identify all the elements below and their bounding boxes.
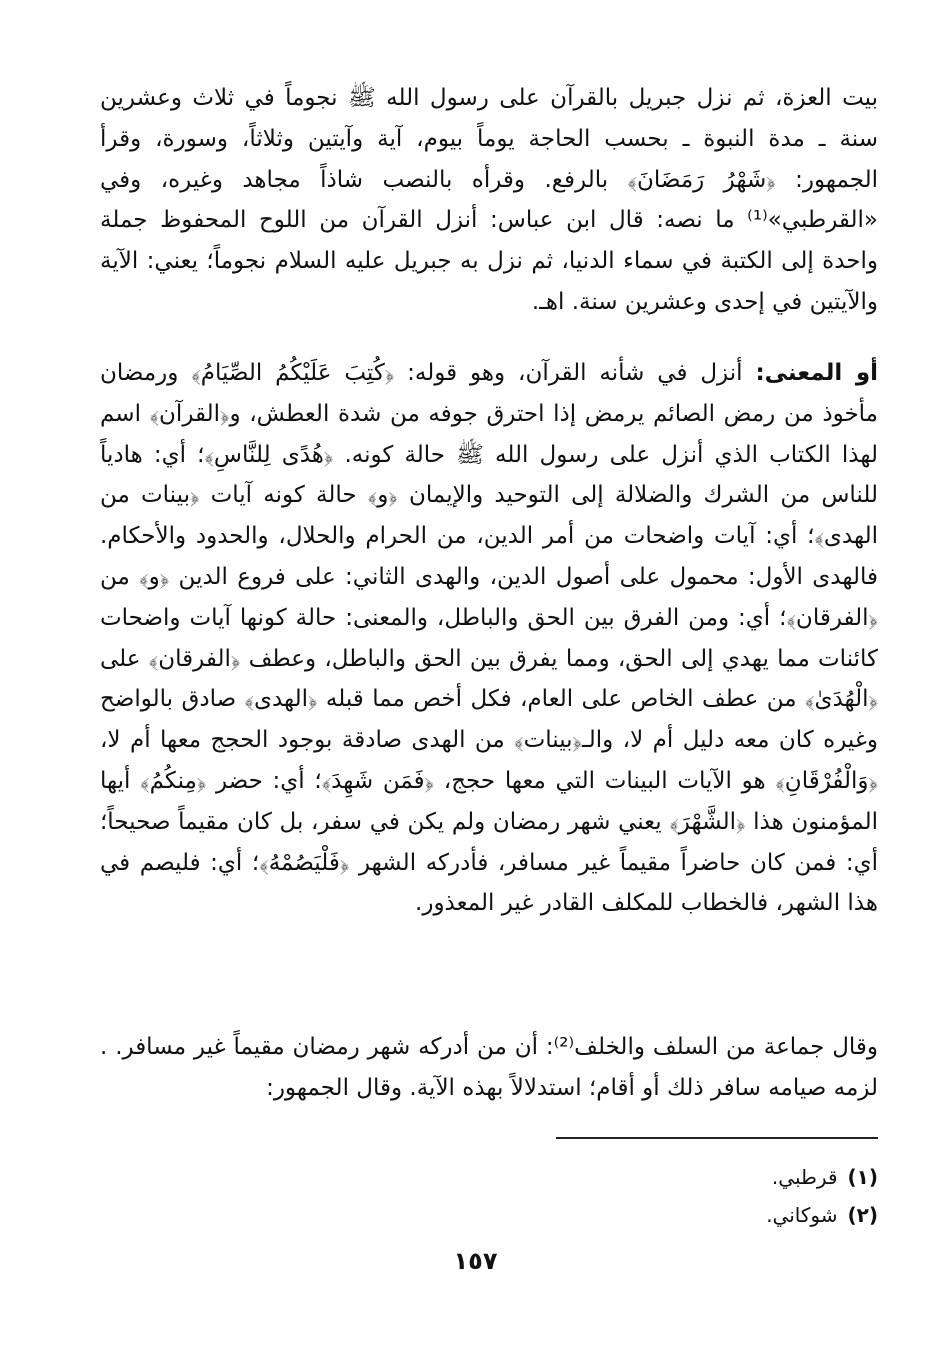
footnote-number: (٢) — [847, 1203, 878, 1227]
paragraph-3 — [100, 1027, 878, 1109]
footnote-number: (١) — [847, 1165, 878, 1189]
page-number: ١٥٧ — [453, 1247, 498, 1275]
footnote-divider — [556, 1137, 878, 1139]
footnote-item — [556, 1196, 878, 1234]
paragraph-1 — [100, 78, 878, 323]
footnote-text: شوكاني. — [766, 1203, 838, 1227]
paragraph-text: أنزل في شأنه القرآن، وهو قوله: ﴿كُتِبَ عَلَيْكُمُ الصِّيَامُ﴾ ورمضان مأخوذ من رمض الصائم يرمض إذا احترق جوفه من شدة العطش، و﴿القرآن﴾ اسم لهذا الكتاب الذي أنزل على رسول الله ﷺ حالة كونه. ﴿هُدًى لِلنَّاسِ﴾؛ أي: هادياً للناس من الشرك والضلالة إلى التوحيد والإيمان ﴿و﴾ حالة كونه آيات ﴿بينات من الهدى﴾؛ أي: آيات واضحات من أمر الدين، من الحرام والحلال، والحدود والأحكام. فالهدى الأول: محمول على أصول الدين، والهدى الثاني: على فروع الدين ﴿و﴾ من ﴿الفرقان﴾؛ أي: ومن الفرق بين الحق والباطل، والمعنى: حالة كونها آيات واضحات كائنات مما يهدي إلى الحق، ومما يفرق بين الحق والباطل، وعطف ﴿الفرقان﴾ على ﴿الْهُدَىٰ﴾ من عطف الخاص على العام، فكل أخص مما قبله ﴿الهدى﴾ صادق بالواضح وغيره كان معه دليل أم لا، والـ﴿بينات﴾ من الهدى صادقة بوجود الحجج معها أم لا، ﴿وَالْفُرْقَانِ﴾ هو الآيات البينات التي معها حجج، ﴿فَمَن شَهِدَ﴾؛ أي: حضر ﴿مِنكُمُ﴾ أيها المؤمنون هذا ﴿الشَّهْرَ﴾ يعني شهر رمضان ولم يكن في سفر، بل كان مقيماً صحيحاً؛ أي: فمن كان حاضراً مقيماً غير مسافر، فأدركه الشهر ﴿فَلْيَصُمْهُ﴾؛ أي: فليصم في هذا الشهر، فالخطاب للمكلف القادر غير المعذور. — [100, 360, 878, 917]
paragraph-text: وقال جماعة من السلف والخلف⁽²⁾: أن من أدركه شهر رمضان مقيماً غير مسافر. . لزمه صيامه سافر ذلك أو أقام؛ استدلالاً بهذه الآية. وقال الجمهور: — [100, 1034, 879, 1101]
paragraph-2 — [100, 353, 878, 924]
footnote-text: قرطبي. — [771, 1165, 838, 1189]
footnotes — [556, 1158, 878, 1234]
footnote-item — [556, 1158, 878, 1196]
paragraph-text: بيت العزة، ثم نزل جبريل بالقرآن على رسول الله ﷺ نجوماً في ثلاث وعشرين سنة ـ مدة النبوة ـ بحسب الحاجة يوماً بيوم، آية وآيتين وثلاثاً، وسورة، وقرأ الجمهور: ﴿شَهْرُ رَمَضَانَ﴾ بالرفع. وقرأه بالنصب شاذاً مجاهد وغيره، وفي «القرطبي»⁽¹⁾ ما نصه: قال ابن عباس: أنزل القرآن من اللوح المحفوظ جملة واحدة إلى الكتبة في سماء الدنيا، ثم نزل به جبريل عليه السلام نجوماً؛ يعني: الآية والآيتين في إحدى وعشرين سنة. اهـ. — [100, 85, 878, 315]
paragraph-lead: أو المعنى: — [755, 360, 879, 386]
